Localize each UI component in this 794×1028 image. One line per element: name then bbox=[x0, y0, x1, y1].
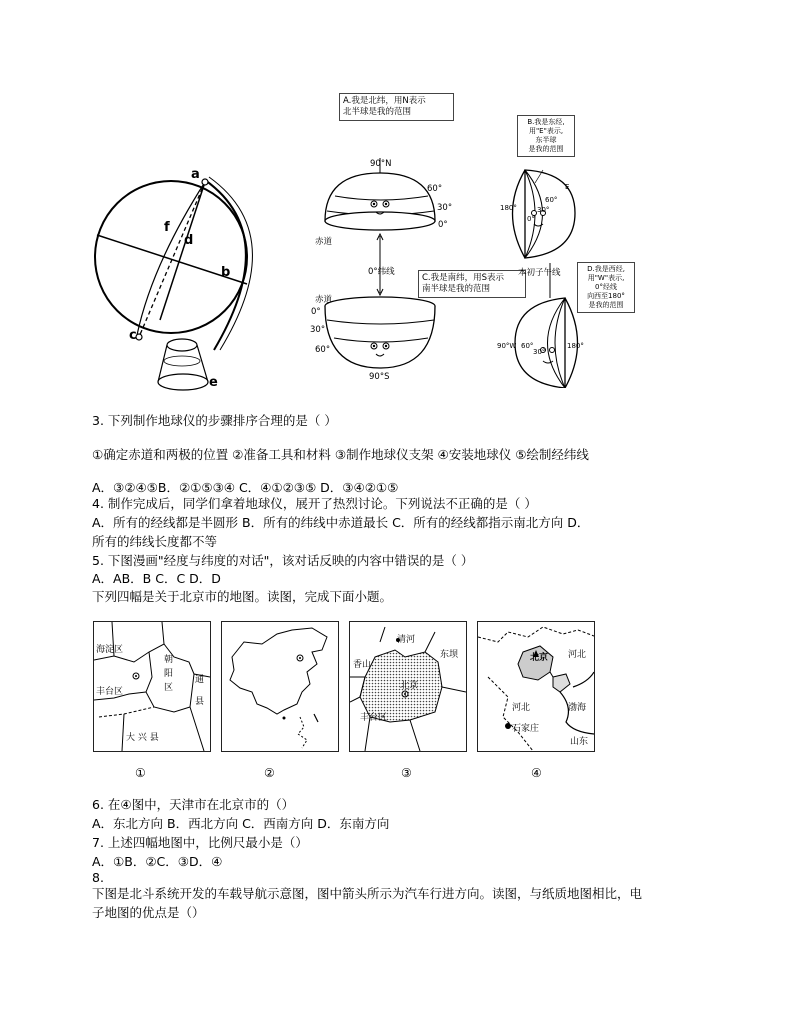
map3-xiangshan: 香山 bbox=[353, 660, 372, 670]
globe-base-bottom bbox=[158, 374, 208, 390]
south-hemisphere bbox=[325, 306, 435, 368]
map1-chaoyang-2: 阳 bbox=[164, 669, 174, 679]
map-1 bbox=[93, 621, 211, 752]
map1-chaoyang-3: 区 bbox=[164, 683, 174, 693]
map1-daxing: 大 兴 县 bbox=[126, 733, 159, 743]
bubble-d-line5: 是我的范围 bbox=[588, 301, 624, 309]
north-label-0: 0° bbox=[438, 220, 448, 230]
q5-title: 5. 下图漫画"经度与纬度的对话"，该对话反映的内容中错误的是（ ） bbox=[92, 553, 474, 568]
map-2-china-outline bbox=[222, 622, 338, 751]
globe-sphere bbox=[95, 181, 247, 333]
q4-title: 4. 制作完成后，同学们拿着地球仪，展开了热烈讨论。下列说法不正确的是（ ） bbox=[92, 496, 537, 511]
bubble-c-line1: C.我是南纬，用S表示 bbox=[422, 273, 505, 283]
north-label-equator: 赤道 bbox=[315, 237, 333, 247]
map-3 bbox=[349, 621, 467, 752]
bubble-c-line2: 南半球是我的范围 bbox=[422, 284, 491, 294]
bubble-c bbox=[418, 270, 526, 298]
map3-fengtai: 丰台区 bbox=[360, 713, 388, 723]
map1-tong-2: 县 bbox=[195, 697, 205, 707]
globe-top-pivot bbox=[202, 179, 208, 185]
q3-title: 3. 下列制作地球仪的步骤排序合理的是（ ） bbox=[92, 413, 337, 428]
south-label-30: 30° bbox=[310, 325, 326, 335]
maps-intro: 下列四幅是关于北京市的地图。读图，完成下面小题。 bbox=[92, 589, 393, 604]
bubble-b-line4: 是我的范围 bbox=[528, 145, 564, 153]
west-label-30: 30° bbox=[533, 348, 546, 356]
hemisphere-cartoon bbox=[310, 88, 640, 388]
q3-steps: ①确定赤道和两极的位置 ②准备工具和材料 ③制作地球仪支架 ④安装地球仪 ⑤绘制经纬线 bbox=[92, 447, 589, 462]
east-label-e: E bbox=[565, 183, 570, 191]
bubble-d-line4: 向西至180° bbox=[587, 292, 625, 300]
map-number-2: ② bbox=[264, 766, 275, 780]
west-label-90w: 90°W bbox=[497, 342, 517, 350]
bubble-d bbox=[577, 262, 635, 313]
q8-line2: 子地图的优点是（） bbox=[92, 905, 205, 920]
q4-options-line2: 所有的纬线长度都不等 bbox=[92, 534, 218, 549]
east-label-30: 30° bbox=[537, 206, 550, 214]
q6-title: 6. 在④图中，天津市在北京市的（） bbox=[92, 797, 295, 812]
map1-haidian: 海淀区 bbox=[96, 645, 124, 655]
bubble-d-line1: D.我是西经, bbox=[587, 265, 625, 273]
q8-line1: 下图是北斗系统开发的车载导航示意图，图中箭头所示为汽车行进方向。读图，与纸质地图相比，电 bbox=[92, 886, 643, 901]
south-label-90s: 90°S bbox=[369, 372, 390, 382]
east-label-180: 180° bbox=[500, 204, 517, 212]
globe-bottom-pivot bbox=[136, 334, 142, 340]
map3-beijing: 北京 bbox=[400, 681, 419, 691]
q4-options-line1: A．所有的经线都是半圆形 B．所有的纬线中赤道最长 C．所有的经线都指示南北方向 D． bbox=[92, 515, 590, 530]
map3-qinghe: 清河 bbox=[397, 635, 416, 645]
bubble-b-line2: 用"E"表示, bbox=[528, 127, 564, 135]
globe-figure bbox=[92, 165, 262, 395]
map-2 bbox=[221, 621, 339, 752]
north-label-90n: 90°N bbox=[370, 159, 392, 169]
q3-options: A．③②④⑤B．②①⑤③④ C．④①②③⑤ D．③④②①⑤ bbox=[92, 480, 399, 495]
bubble-a-line1: A.我是北纬，用N表示 bbox=[343, 96, 426, 106]
map-number-3: ③ bbox=[401, 766, 412, 780]
east-label-0: 0° bbox=[527, 215, 535, 223]
map4-beijing: 北京 bbox=[530, 653, 549, 663]
globe-base-top bbox=[167, 339, 197, 351]
q5-options: A．AB．B C．C D．D bbox=[92, 571, 221, 586]
map3-dongba: 东坝 bbox=[440, 650, 459, 660]
map4-hebei-2: 河北 bbox=[512, 703, 531, 713]
bubble-d-line3: 0°经线 bbox=[595, 283, 617, 291]
west-label-60: 60° bbox=[521, 342, 534, 350]
globe-label-c: c bbox=[129, 328, 137, 343]
map1-tong-1: 通 bbox=[195, 675, 205, 685]
q6-options: A．东北方向 B．西北方向 C．西南方向 D．东南方向 bbox=[92, 816, 390, 831]
south-label-equator: 赤道 bbox=[315, 295, 333, 305]
map1-fengtai: 丰台区 bbox=[96, 687, 124, 697]
map1-chaoyang-1: 朝 bbox=[164, 655, 174, 665]
bubble-a-line2: 北半球是我的范围 bbox=[343, 107, 412, 117]
north-label-30: 30° bbox=[437, 203, 453, 213]
map4-shijiazhuang: 石家庄 bbox=[512, 724, 540, 734]
globe-label-e: e bbox=[209, 375, 218, 390]
north-label-60: 60° bbox=[427, 184, 443, 194]
meridian-label: 本初子午线 bbox=[518, 268, 561, 278]
q7-options: A．①B．②C．③D．④ bbox=[92, 854, 223, 869]
bubble-a bbox=[339, 93, 454, 121]
east-label-60: 60° bbox=[545, 196, 558, 204]
map4-hebei-1: 河北 bbox=[568, 650, 587, 660]
map-number-4: ④ bbox=[531, 766, 542, 780]
south-label-60: 60° bbox=[315, 345, 331, 355]
globe-label-f: f bbox=[164, 220, 170, 235]
map-4 bbox=[477, 621, 595, 752]
west-label-180: 180° bbox=[567, 342, 584, 350]
globe-label-b: b bbox=[221, 265, 231, 280]
bubble-b-line3: 东半球 bbox=[535, 136, 557, 144]
map4-bohai: 渤海 bbox=[568, 703, 587, 713]
globe-label-d: d bbox=[184, 233, 194, 248]
q8-number: 8. bbox=[92, 870, 104, 885]
bubble-d-line2: 用"W"表示, bbox=[587, 274, 625, 282]
map-number-1: ① bbox=[135, 766, 146, 780]
bubble-b bbox=[517, 115, 575, 157]
mid-label: 0°纬线 bbox=[368, 267, 395, 277]
globe-label-a: a bbox=[191, 167, 200, 182]
south-label-0: 0° bbox=[311, 307, 321, 317]
map4-shandong: 山东 bbox=[570, 737, 589, 747]
bubble-b-line1: B.我是东经, bbox=[527, 118, 565, 126]
q7-title: 7. 上述四幅地图中，比例尺最小是（） bbox=[92, 835, 308, 850]
